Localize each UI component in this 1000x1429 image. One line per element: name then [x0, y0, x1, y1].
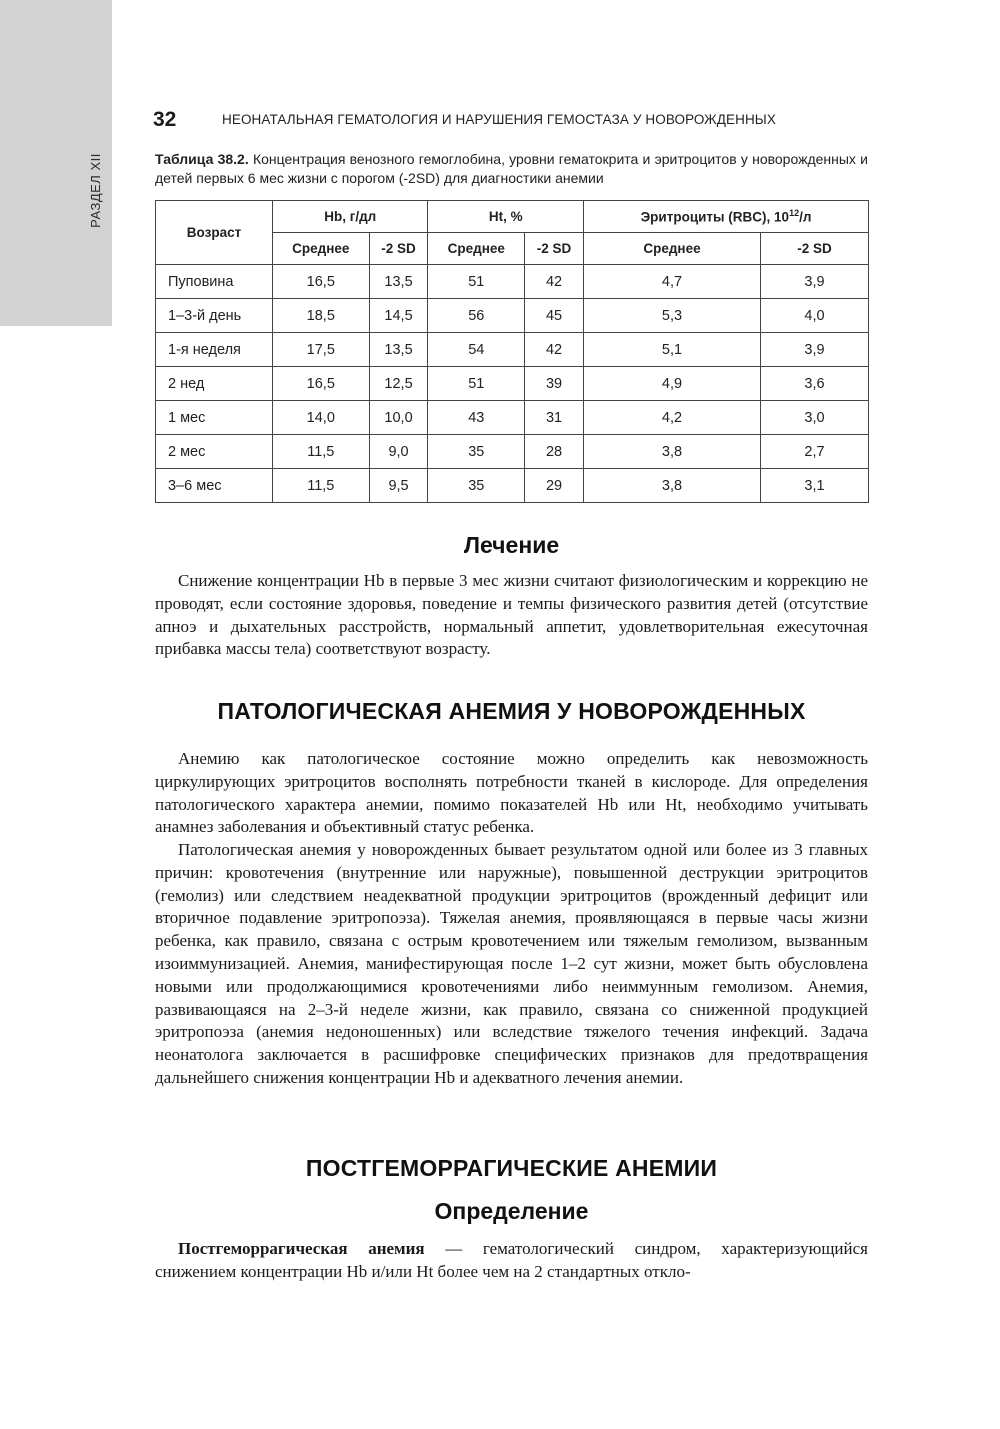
table-row: [156, 435, 869, 469]
age-cell: Пуповина: [156, 265, 273, 299]
hb-sd-cell: 14,5: [369, 299, 428, 333]
section-tab-label: РАЗДЕЛ XII: [87, 152, 103, 228]
hb-mean-cell: 11,5: [273, 435, 370, 469]
age-cell: 1-я неделя: [156, 333, 273, 367]
pathological-paragraph-1: Анемию как патологическое состояние можно определить как невозможность циркулирующих эритроцитов восполнять потребности тканей в кислороде. Для определения патологического характера анемии, помимо показателей Hb или Ht, необходимо учитывать анамнез заболевания и объективный статус ребенка.: [155, 749, 868, 837]
rbc-sd-cell: 3,9: [761, 333, 869, 367]
table-row: [156, 333, 869, 367]
table-caption-label: Таблица 38.2.: [155, 151, 249, 167]
hb-sd-header: -2 SD: [369, 233, 428, 265]
ht-mean-cell: 54: [428, 333, 525, 367]
ht-sd-cell: 29: [525, 469, 584, 503]
rbc-mean-cell: 4,7: [583, 265, 760, 299]
rbc-mean-cell: 4,2: [583, 401, 760, 435]
age-cell: 2 нед: [156, 367, 273, 401]
running-head: НЕОНАТАЛЬНАЯ ГЕМАТОЛОГИЯ И НАРУШЕНИЯ ГЕМОСТАЗА У НОВОРОЖДЕННЫХ: [222, 112, 776, 127]
rbc-sd-cell: 3,1: [761, 469, 869, 503]
table-group-header-row: [156, 201, 869, 233]
hb-sd-cell: 13,5: [369, 333, 428, 367]
hb-sd-cell: 9,0: [369, 435, 428, 469]
hb-mean-cell: 17,5: [273, 333, 370, 367]
rbc-group-header: [583, 201, 868, 233]
ht-mean-cell: 43: [428, 401, 525, 435]
treatment-heading: Лечение: [463, 532, 560, 558]
definition-term: Постгеморрагическая анемия: [178, 1239, 425, 1258]
rbc-header-suffix: /л: [799, 209, 812, 225]
section-tab: [80, 150, 110, 230]
page-number: 32: [153, 108, 177, 131]
rbc-mean-cell: 3,8: [583, 469, 760, 503]
rbc-mean-cell: 5,3: [583, 299, 760, 333]
hb-group-header: Hb, г/дл: [273, 201, 428, 233]
hb-sd-cell: 9,5: [369, 469, 428, 503]
table-row: [156, 265, 869, 299]
table-caption-text: Концентрация венозного гемоглобина, уровни гематокрита и эритроцитов у новорожденных и детей первых 6 мес жизни с порогом (-2SD) для диагностики анемии: [155, 151, 868, 186]
ht-group-header: Ht, %: [428, 201, 583, 233]
ht-sd-cell: 31: [525, 401, 584, 435]
rbc-sd-cell: 3,6: [761, 367, 869, 401]
table-row: [156, 299, 869, 333]
rbc-sd-cell: 4,0: [761, 299, 869, 333]
table-row: [156, 401, 869, 435]
rbc-sd-cell: 3,9: [761, 265, 869, 299]
hb-mean-cell: 16,5: [273, 367, 370, 401]
ht-sd-cell: 39: [525, 367, 584, 401]
age-cell: 2 мес: [156, 435, 273, 469]
ht-mean-cell: 51: [428, 367, 525, 401]
hb-mean-cell: 11,5: [273, 469, 370, 503]
hb-mean-header: Среднее: [273, 233, 370, 265]
rbc-header-prefix: Эритроциты (RBC), 10: [640, 209, 790, 225]
definition-subheading: Определение: [434, 1198, 589, 1224]
rbc-mean-cell: 3,8: [583, 435, 760, 469]
ht-sd-cell: 28: [525, 435, 584, 469]
ht-mean-cell: 35: [428, 435, 525, 469]
hb-mean-cell: 16,5: [273, 265, 370, 299]
ht-mean-cell: 51: [428, 265, 525, 299]
ht-sd-cell: 42: [525, 333, 584, 367]
ht-mean-header: Среднее: [428, 233, 525, 265]
rbc-header-exponent: 12: [789, 208, 800, 219]
age-cell: 1 мес: [156, 401, 273, 435]
ht-sd-cell: 42: [525, 265, 584, 299]
hemoglobin-table: [155, 200, 869, 503]
treatment-paragraph: Снижение концентрации Hb в первые 3 мес жизни считают физиологическим и коррекцию не проводят, если состояние здоровья, поведение и темпы физического развития детей (отсутствие апноэ и дыхательных расстройств, нормальный аппетит, удовлетворительная ежесуточная прибавка массы тела) соответствуют возрасту.: [155, 571, 868, 659]
table-row: [156, 469, 869, 503]
age-cell: 1–3-й день: [156, 299, 273, 333]
rbc-mean-cell: 4,9: [583, 367, 760, 401]
rbc-sd-header: -2 SD: [761, 233, 869, 265]
table-caption: [155, 150, 868, 188]
posthemorrhagic-heading: ПОСТГЕМОРРАГИЧЕСКИЕ АНЕМИИ: [305, 1155, 718, 1181]
hb-sd-cell: 13,5: [369, 265, 428, 299]
hb-sd-cell: 12,5: [369, 367, 428, 401]
ht-sd-cell: 45: [525, 299, 584, 333]
age-cell: 3–6 мес: [156, 469, 273, 503]
hb-mean-cell: 14,0: [273, 401, 370, 435]
rbc-mean-header: Среднее: [583, 233, 760, 265]
definition-text: — гематологический синдром, характеризующийся снижением концентрации Hb и/или Ht более чем на 2 стандартных откло-: [155, 1239, 868, 1281]
table-row: [156, 367, 869, 401]
age-column-header: Возраст: [156, 201, 273, 265]
definition-paragraph: [155, 1238, 868, 1284]
rbc-sd-cell: 2,7: [761, 435, 869, 469]
hb-sd-cell: 10,0: [369, 401, 428, 435]
hb-mean-cell: 18,5: [273, 299, 370, 333]
pathological-anemia-heading: ПАТОЛОГИЧЕСКАЯ АНЕМИЯ У НОВОРОЖДЕННЫХ: [217, 698, 806, 724]
ht-mean-cell: 35: [428, 469, 525, 503]
ht-mean-cell: 56: [428, 299, 525, 333]
ht-sd-header: -2 SD: [525, 233, 584, 265]
pathological-paragraph-2: Патологическая анемия у новорожденных бывает результатом одной или более из 3 главных причин: кровотечения (внутренние или наружные), повышенной деструкции эритроцитов (гемолиз) или следствием неадекватной продукции эритроцитов (врожденный дефицит или вторичное подавление эритропоэза). Тяжелая анемия, проявляющаяся в первые часы жизни ребенка, как правило, связана с острым кровотечением или тяжелым гемолизом, вызванным изоиммунизацией. Анемия, манифестирующая после 1–2 сут жизни, может быть обусловлена новыми или продолжающимися кровотечениями либо неиммунным гемолизом. Анемия, развивающаяся на 2–3-й неделе жизни, как правило, связана со сниженной продукцией эритропоэза (анемия недоношенных) или вследствие тяжелого течения инфекций. Задача неонатолога заключается в расшифровке специфических признаков для предотвращения дальнейшего снижения концентрации Hb и адекватного лечения анемии.: [155, 840, 868, 1087]
rbc-mean-cell: 5,1: [583, 333, 760, 367]
rbc-sd-cell: 3,0: [761, 401, 869, 435]
